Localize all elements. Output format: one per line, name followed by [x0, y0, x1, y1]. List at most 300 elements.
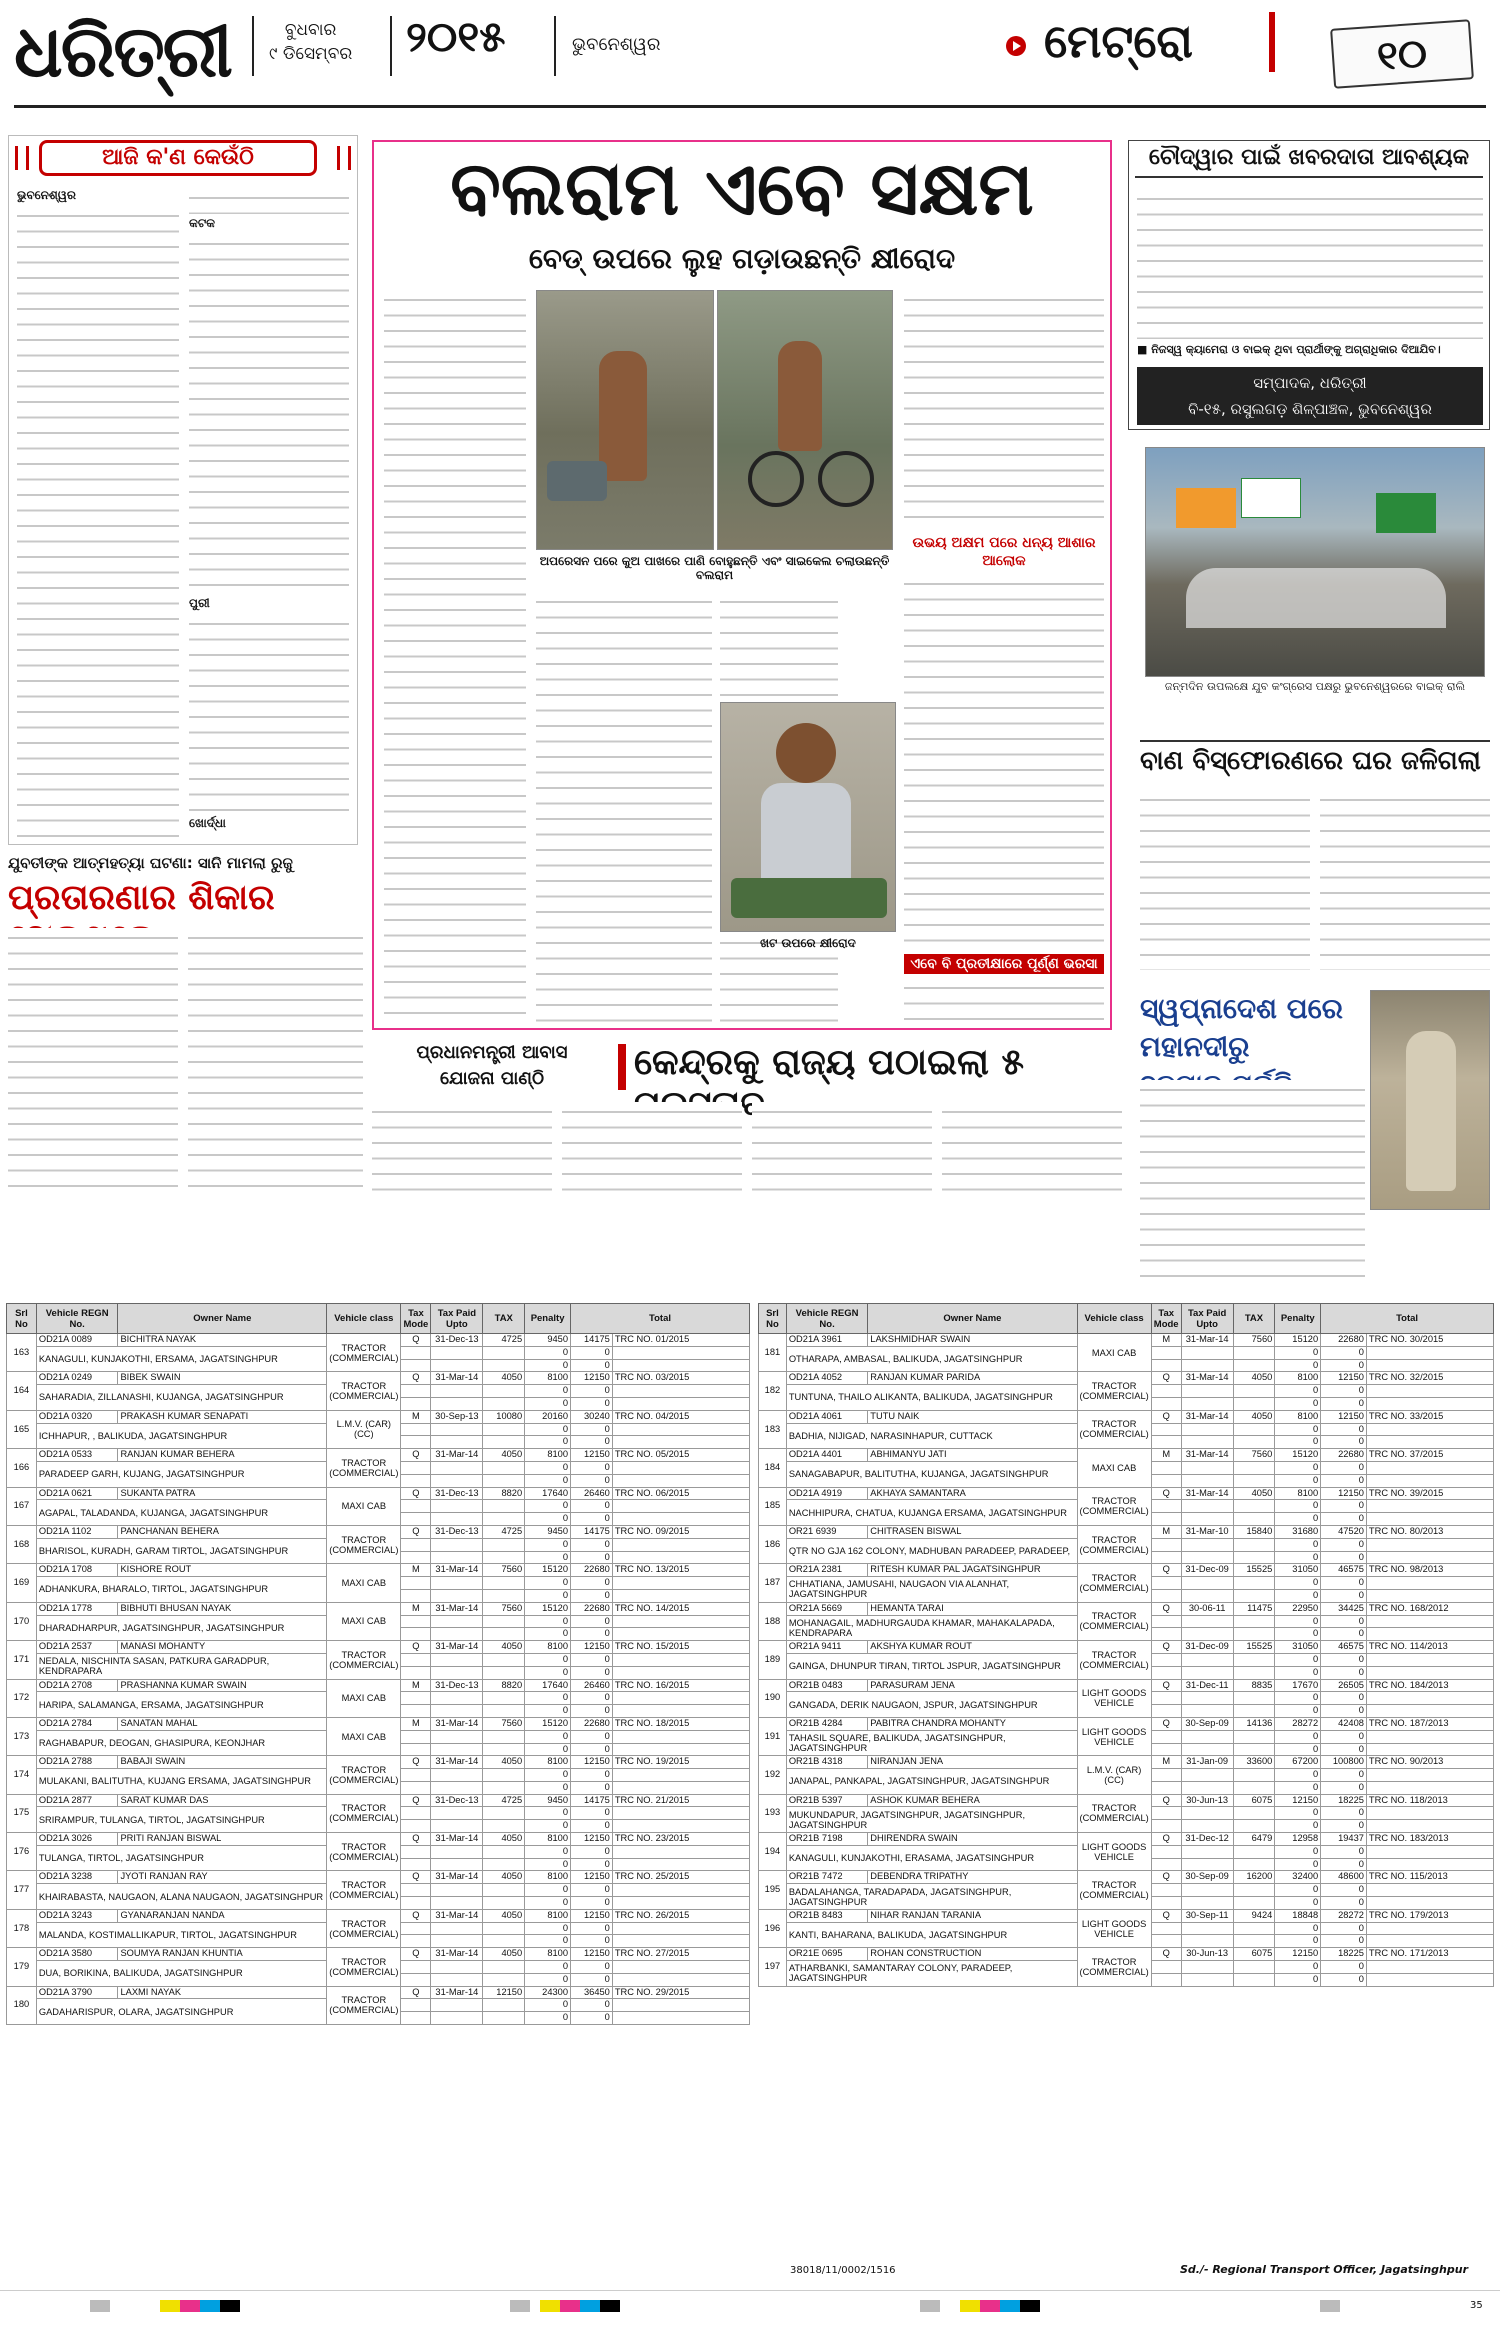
address-cell: DHARADHARPUR, JAGATSINGHPUR, JAGATSINGHPUR — [36, 1615, 326, 1641]
empty-cell — [431, 1807, 483, 1820]
address-cell: GAINGA, DHUNPUR TIRAN, TIRTOL JSPUR, JAGATSINGHPUR — [786, 1653, 1077, 1679]
empty-cell — [431, 1781, 483, 1794]
zero-cell: 0 — [1321, 1922, 1367, 1935]
notice-title: ଚୌଦ୍ୱାର ପାଇଁ ଖବରଦାତା ଆବଶ୍ୟକ — [1135, 145, 1483, 178]
empty-cell — [483, 1961, 525, 1974]
srl-cell: 178 — [7, 1909, 37, 1947]
srl-cell: 173 — [7, 1717, 37, 1755]
srl-cell: 167 — [7, 1487, 37, 1525]
table-row — [7, 1564, 750, 1577]
empty-cell — [1151, 1781, 1181, 1794]
regn-cell: OD21A 3238 — [36, 1871, 118, 1884]
empty-cell — [1151, 1935, 1181, 1948]
empty-cell — [1181, 1820, 1233, 1833]
regn-cell: OR21B 7472 — [786, 1871, 867, 1884]
blast-headline: ବାଣ ବିସ୍ଫୋରଣରେ ଘର ଜଳିଗଲା — [1140, 746, 1481, 776]
penalty-cell: 8100 — [1275, 1372, 1321, 1385]
empty-cell — [1151, 1474, 1181, 1487]
lead-subheadline: ବେଡ୍ ଉପରେ ଲୁହ ଗଡ଼ାଉଛନ୍ତି କ୍ଷୀରୋଦ — [528, 242, 956, 275]
empty-cell — [1151, 1551, 1181, 1564]
tax-mode-cell: Q — [401, 1948, 431, 1961]
tax-cell: 4050 — [1233, 1410, 1275, 1423]
empty-cell — [401, 1666, 431, 1679]
empty-cell — [1181, 1973, 1233, 1986]
column-header: TAX — [483, 1304, 525, 1334]
owner-cell: GYANARANJAN NANDA — [118, 1909, 327, 1922]
empty-cell — [401, 1820, 431, 1833]
empty-cell — [1366, 1769, 1493, 1782]
empty-cell — [431, 1743, 483, 1756]
empty-cell — [1151, 1653, 1181, 1666]
zero-cell: 0 — [1321, 1513, 1367, 1526]
address-cell: KANTI, BAHARANA, BALIKUDA, JAGATSINGHPUR — [786, 1922, 1077, 1948]
empty-cell — [1181, 1692, 1233, 1705]
rto-signature: Sd./- Regional Transport Officer, Jagatsinghpur — [1180, 2263, 1469, 2276]
zero-cell: 0 — [571, 1538, 613, 1551]
zero-cell: 0 — [1275, 1961, 1321, 1974]
srl-cell: 176 — [7, 1833, 37, 1871]
vehicle-class-cell: MAXI CAB — [327, 1679, 401, 1717]
lead-story — [372, 140, 1112, 1030]
empty-cell — [1151, 1359, 1181, 1372]
srl-cell: 196 — [759, 1909, 787, 1947]
column-header: Srl No — [759, 1304, 787, 1334]
empty-cell — [401, 1781, 431, 1794]
empty-cell — [612, 1628, 749, 1641]
empty-cell — [612, 1961, 749, 1974]
srl-cell: 190 — [759, 1679, 787, 1717]
empty-cell — [483, 1935, 525, 1948]
zero-cell: 0 — [1275, 1359, 1321, 1372]
rally-photo — [1145, 447, 1485, 677]
zero-cell: 0 — [1321, 1589, 1367, 1602]
empty-cell — [483, 1436, 525, 1449]
penalty-cell: 18848 — [1275, 1909, 1321, 1922]
zero-cell: 0 — [571, 1820, 613, 1833]
zero-cell: 0 — [1321, 1500, 1367, 1513]
empty-cell — [483, 1538, 525, 1551]
trc-cell: TRC NO. 168/2012 — [1366, 1602, 1493, 1615]
zero-cell: 0 — [1275, 1973, 1321, 1986]
regn-cell: OD21A 3580 — [36, 1948, 118, 1961]
tax-upto-cell: 31-Dec-11 — [1181, 1679, 1233, 1692]
empty-cell — [401, 1769, 431, 1782]
zero-cell: 0 — [525, 1743, 571, 1756]
penalty-cell: 32400 — [1275, 1871, 1321, 1884]
total-cell: 22680 — [1321, 1449, 1367, 1462]
empty-cell — [431, 1922, 483, 1935]
issue-date: ବୁଧବାର ୯ ଡିସେମ୍ବର — [269, 20, 353, 64]
total-cell: 12150 — [571, 1372, 613, 1385]
tax-mode-cell: Q — [1151, 1602, 1181, 1615]
zero-cell: 0 — [1275, 1769, 1321, 1782]
srl-cell: 170 — [7, 1602, 37, 1640]
owner-cell: RANJAN KUMAR PARIDA — [868, 1372, 1077, 1385]
empty-cell — [483, 1551, 525, 1564]
penalty-cell: 67200 — [1275, 1756, 1321, 1769]
penalty-cell: 8100 — [525, 1871, 571, 1884]
regn-cell: OR21A 9411 — [786, 1641, 867, 1654]
regn-cell: OD21A 2537 — [36, 1641, 118, 1654]
tax-upto-cell: 31-Mar-14 — [1181, 1334, 1233, 1347]
empty-cell — [612, 1845, 749, 1858]
empty-cell — [1233, 1589, 1275, 1602]
empty-cell — [431, 1346, 483, 1359]
regn-cell: OR21B 4318 — [786, 1756, 867, 1769]
zero-cell: 0 — [571, 1705, 613, 1718]
pmay-story — [372, 1040, 1132, 1195]
total-cell: 42408 — [1321, 1717, 1367, 1730]
rto-table-left — [6, 1303, 750, 2025]
table-row — [759, 1679, 1494, 1692]
empty-cell — [431, 1461, 483, 1474]
empty-cell — [1366, 1781, 1493, 1794]
zero-cell: 0 — [1275, 1884, 1321, 1897]
tax-cell: 33600 — [1233, 1756, 1275, 1769]
zero-cell: 0 — [571, 1577, 613, 1590]
table-row — [759, 1449, 1494, 1462]
total-cell: 14175 — [571, 1794, 613, 1807]
empty-cell — [483, 1653, 525, 1666]
owner-cell: PRITI RANJAN BISWAL — [118, 1833, 327, 1846]
empty-cell — [1181, 1807, 1233, 1820]
tax-cell: 8835 — [1233, 1679, 1275, 1692]
tax-cell: 7560 — [1233, 1449, 1275, 1462]
empty-cell — [612, 1513, 749, 1526]
events-text-col2 — [189, 234, 349, 594]
lead-text-col4 — [904, 290, 1104, 530]
empty-cell — [431, 1858, 483, 1871]
owner-cell: ROHAN CONSTRUCTION — [868, 1948, 1077, 1961]
lead-subtitle-1: ଉଭୟ ଅକ୍ଷମ ପରେ ଧନ୍ୟ ଆଶାର ଆଲୋକ — [912, 535, 1096, 569]
empty-cell — [1233, 1897, 1275, 1910]
empty-cell — [1181, 1461, 1233, 1474]
penalty-cell: 28272 — [1275, 1717, 1321, 1730]
tax-upto-cell: 31-Mar-14 — [431, 1372, 483, 1385]
tax-mode-cell: Q — [1151, 1372, 1181, 1385]
address-cell: BADHIA, NIJIGAD, NARASINHAPUR, CUTTACK — [786, 1423, 1077, 1449]
zero-cell: 0 — [1275, 1423, 1321, 1436]
address-cell: KANAGULI, KUNJAKOTHI, ERSAMA, JAGATSINGHPUR — [36, 1346, 326, 1372]
empty-cell — [1233, 1807, 1275, 1820]
empty-cell — [1366, 1385, 1493, 1398]
table-row — [759, 1372, 1494, 1385]
total-cell: 36450 — [571, 1986, 613, 1999]
empty-cell — [1366, 1474, 1493, 1487]
owner-cell: LAKSHMIDHAR SWAIN — [868, 1334, 1077, 1347]
zero-cell: 0 — [1275, 1730, 1321, 1743]
regn-cell: OD21A 4401 — [786, 1449, 867, 1462]
table-row — [7, 1871, 750, 1884]
tax-cell: 14136 — [1233, 1717, 1275, 1730]
empty-cell — [431, 1653, 483, 1666]
column-header: Penalty — [525, 1304, 571, 1334]
total-cell: 34425 — [1321, 1602, 1367, 1615]
column-header: Penalty — [1275, 1304, 1321, 1334]
zero-cell: 0 — [1321, 1474, 1367, 1487]
lead-text-col1 — [384, 290, 526, 1022]
penalty-cell: 9450 — [525, 1525, 571, 1538]
srl-cell: 184 — [759, 1449, 787, 1487]
vehicle-class-cell: TRACTOR (COMMERCIAL) — [327, 1372, 401, 1410]
empty-cell — [1366, 1346, 1493, 1359]
empty-cell — [1181, 1359, 1233, 1372]
total-cell: 18225 — [1321, 1948, 1367, 1961]
empty-cell — [612, 1538, 749, 1551]
zero-cell: 0 — [525, 1500, 571, 1513]
srl-cell: 175 — [7, 1794, 37, 1832]
vehicle-class-cell: TRACTOR (COMMERCIAL) — [1077, 1641, 1151, 1679]
zero-cell: 0 — [525, 1820, 571, 1833]
srl-cell: 191 — [759, 1717, 787, 1755]
tax-upto-cell: 30-Jun-13 — [1181, 1948, 1233, 1961]
trc-cell: TRC NO. 33/2015 — [1366, 1410, 1493, 1423]
tax-upto-cell: 31-Dec-09 — [1181, 1641, 1233, 1654]
penalty-cell: 8100 — [525, 1909, 571, 1922]
penalty-cell: 12150 — [1275, 1948, 1321, 1961]
empty-cell — [1151, 1897, 1181, 1910]
owner-cell: BABAJI SWAIN — [118, 1756, 327, 1769]
trc-cell: TRC NO. 80/2013 — [1366, 1525, 1493, 1538]
zero-cell: 0 — [525, 1461, 571, 1474]
empty-cell — [612, 1781, 749, 1794]
city-label-cuttack: କଟକ — [189, 216, 216, 230]
tax-upto-cell: 30-Sep-09 — [1181, 1871, 1233, 1884]
empty-cell — [1366, 1397, 1493, 1410]
empty-cell — [1366, 1845, 1493, 1858]
zero-cell: 0 — [1321, 1666, 1367, 1679]
zero-cell: 0 — [1275, 1615, 1321, 1628]
empty-cell — [1366, 1730, 1493, 1743]
empty-cell — [1151, 1385, 1181, 1398]
lead-headline: ବଲରାମ ଏବେ ସକ୍ଷମ — [450, 146, 1034, 232]
tax-mode-cell: Q — [401, 1641, 431, 1654]
vehicle-class-cell: TRACTOR (COMMERCIAL) — [327, 1641, 401, 1679]
suicide-headline: ପ୍ରତାରଣାର ଶିକାର — [8, 878, 275, 918]
srl-cell: 166 — [7, 1449, 37, 1487]
empty-cell — [1233, 1474, 1275, 1487]
empty-cell — [612, 1922, 749, 1935]
empty-cell — [612, 1769, 749, 1782]
tax-mode-cell: Q — [401, 1909, 431, 1922]
tax-upto-cell: 30-Sep-11 — [1181, 1909, 1233, 1922]
owner-cell: SANATAN MAHAL — [118, 1717, 327, 1730]
zero-cell: 0 — [1321, 1628, 1367, 1641]
zero-cell: 0 — [571, 1858, 613, 1871]
zero-cell: 0 — [525, 1769, 571, 1782]
tax-cell: 7560 — [483, 1602, 525, 1615]
table-row — [7, 1372, 750, 1385]
tax-mode-cell: Q — [401, 1372, 431, 1385]
srl-cell: 168 — [7, 1525, 37, 1563]
empty-cell — [431, 1551, 483, 1564]
total-cell: 12150 — [1321, 1372, 1367, 1385]
owner-cell: HEMANTA TARAI — [868, 1602, 1077, 1615]
empty-cell — [401, 1551, 431, 1564]
empty-cell — [431, 1897, 483, 1910]
empty-cell — [483, 1730, 525, 1743]
total-cell: 22680 — [1321, 1334, 1367, 1347]
regn-cell: OR21 6939 — [786, 1525, 867, 1538]
empty-cell — [431, 2012, 483, 2025]
tax-cell: 7560 — [483, 1717, 525, 1730]
tax-upto-cell: 31-Dec-13 — [431, 1525, 483, 1538]
lead-photo-water — [536, 290, 714, 550]
empty-cell — [1233, 1385, 1275, 1398]
empty-cell — [483, 1423, 525, 1436]
empty-cell — [1151, 1397, 1181, 1410]
regn-cell: OD21A 3961 — [786, 1334, 867, 1347]
zero-cell: 0 — [571, 1513, 613, 1526]
trc-cell: TRC NO. 114/2013 — [1366, 1641, 1493, 1654]
srl-cell: 195 — [759, 1871, 787, 1909]
zero-cell: 0 — [571, 1807, 613, 1820]
zero-cell: 0 — [1321, 1538, 1367, 1551]
empty-cell — [1151, 1705, 1181, 1718]
tax-cell: 4050 — [1233, 1487, 1275, 1500]
lead-photo-cycle — [717, 290, 893, 550]
address-cell: TAHASIL SQUARE, BALIKUDA, JAGATSINGHPUR, JAGATSINGHPUR — [786, 1730, 1077, 1756]
tax-mode-cell: M — [1151, 1334, 1181, 1347]
regn-cell: OD21A 1778 — [36, 1602, 118, 1615]
empty-cell — [1233, 1743, 1275, 1756]
empty-cell — [1151, 1884, 1181, 1897]
tax-cell: 4725 — [483, 1525, 525, 1538]
vehicle-class-cell: TRACTOR (COMMERCIAL) — [1077, 1564, 1151, 1602]
tax-cell: 16200 — [1233, 1871, 1275, 1884]
total-cell: 22680 — [571, 1602, 613, 1615]
total-cell: 47520 — [1321, 1525, 1367, 1538]
zero-cell: 0 — [1321, 1845, 1367, 1858]
empty-cell — [483, 1666, 525, 1679]
empty-cell — [1151, 1743, 1181, 1756]
empty-cell — [483, 1781, 525, 1794]
empty-cell — [401, 1628, 431, 1641]
zero-cell: 0 — [1321, 1385, 1367, 1398]
empty-cell — [1366, 1538, 1493, 1551]
trc-cell: TRC NO. 39/2015 — [1366, 1487, 1493, 1500]
empty-cell — [1181, 1653, 1233, 1666]
zero-cell: 0 — [1275, 1513, 1321, 1526]
empty-cell — [612, 1858, 749, 1871]
zero-cell: 0 — [525, 1423, 571, 1436]
empty-cell — [1233, 1781, 1275, 1794]
zero-cell: 0 — [525, 1346, 571, 1359]
tax-cell: 9424 — [1233, 1909, 1275, 1922]
lead-photo-khirod — [720, 702, 896, 932]
table-row — [759, 1334, 1494, 1347]
zero-cell: 0 — [571, 1615, 613, 1628]
tax-mode-cell: Q — [1151, 1909, 1181, 1922]
tax-cell: 4725 — [483, 1334, 525, 1347]
zero-cell: 0 — [1321, 1551, 1367, 1564]
table-row — [759, 1717, 1494, 1730]
owner-cell: RANJAN KUMAR BEHERA — [118, 1449, 327, 1462]
empty-cell — [1366, 1807, 1493, 1820]
empty-cell — [1151, 1820, 1181, 1833]
vehicle-class-cell: MAXI CAB — [327, 1564, 401, 1602]
regn-cell: OD21A 4061 — [786, 1410, 867, 1423]
empty-cell — [1151, 1973, 1181, 1986]
empty-cell — [612, 1615, 749, 1628]
empty-cell — [431, 1692, 483, 1705]
column-header: TAX — [1233, 1304, 1275, 1334]
total-cell: 12150 — [1321, 1410, 1367, 1423]
empty-cell — [401, 1397, 431, 1410]
address-cell: CHHATIANA, JAMUSAHI, NAUGAON VIA ALANHAT, JAGATSINGHPUR — [786, 1577, 1077, 1603]
regn-cell: OD21A 2708 — [36, 1679, 118, 1692]
empty-cell — [1151, 1500, 1181, 1513]
trc-cell: TRC NO. 01/2015 — [612, 1334, 749, 1347]
empty-cell — [483, 1397, 525, 1410]
lead-photo-caption: ଅପରେସନ ପରେ କୁଅ ପାଖରେ ପାଣି ବୋହୁଛନ୍ତି ଏବଂ ସାଇକେଲ ଚଲାଉଛନ୍ତି ବଲରାମ — [539, 554, 890, 582]
zero-cell: 0 — [571, 1500, 613, 1513]
vehicle-class-cell: L.M.V. (CAR) (CC) — [327, 1410, 401, 1448]
tax-upto-cell: 31-Dec-12 — [1181, 1833, 1233, 1846]
zero-cell: 0 — [1275, 1461, 1321, 1474]
print-page-number: 35 — [1470, 2300, 1483, 2311]
empty-cell — [1233, 1653, 1275, 1666]
tax-mode-cell: M — [401, 1602, 431, 1615]
empty-cell — [1233, 1628, 1275, 1641]
empty-cell — [1151, 1692, 1181, 1705]
table-row — [7, 1641, 750, 1654]
zero-cell: 0 — [1275, 1589, 1321, 1602]
empty-cell — [483, 1692, 525, 1705]
empty-cell — [483, 1589, 525, 1602]
empty-cell — [401, 1589, 431, 1602]
trc-cell: TRC NO. 118/2013 — [1366, 1794, 1493, 1807]
empty-cell — [431, 1628, 483, 1641]
zero-cell: 0 — [571, 1461, 613, 1474]
empty-cell — [1366, 1692, 1493, 1705]
penalty-cell: 31050 — [1275, 1564, 1321, 1577]
zero-cell: 0 — [1321, 1897, 1367, 1910]
tax-upto-cell: 31-Dec-13 — [431, 1794, 483, 1807]
zero-cell: 0 — [525, 2012, 571, 2025]
empty-cell — [1366, 1820, 1493, 1833]
empty-cell — [431, 1500, 483, 1513]
total-cell: 100800 — [1321, 1756, 1367, 1769]
vehicle-class-cell: TRACTOR (COMMERCIAL) — [1077, 1525, 1151, 1563]
zero-cell: 0 — [525, 1858, 571, 1871]
table-row — [7, 1948, 750, 1961]
tax-cell: 4725 — [483, 1794, 525, 1807]
trc-cell: TRC NO. 05/2015 — [612, 1449, 749, 1462]
penalty-cell: 12150 — [1275, 1794, 1321, 1807]
zero-cell: 0 — [571, 1589, 613, 1602]
empty-cell — [1151, 1730, 1181, 1743]
srl-cell: 164 — [7, 1372, 37, 1410]
address-cell: GANGADA, DERIK NAUGAON, JSPUR, JAGATSINGHPUR — [786, 1692, 1077, 1718]
empty-cell — [401, 1705, 431, 1718]
empty-cell — [1366, 1653, 1493, 1666]
penalty-cell: 20160 — [525, 1410, 571, 1423]
total-cell: 14175 — [571, 1334, 613, 1347]
tax-mode-cell: M — [1151, 1756, 1181, 1769]
empty-cell — [483, 1461, 525, 1474]
srl-cell: 186 — [759, 1525, 787, 1563]
regn-cell: OD21A 1708 — [36, 1564, 118, 1577]
empty-cell — [1233, 1730, 1275, 1743]
empty-cell — [401, 1436, 431, 1449]
tax-mode-cell: Q — [401, 1871, 431, 1884]
column-header: Vehicle REGN No. — [786, 1304, 867, 1334]
empty-cell — [401, 1999, 431, 2012]
table-row — [759, 1410, 1494, 1423]
empty-cell — [1366, 1589, 1493, 1602]
empty-cell — [1181, 1615, 1233, 1628]
